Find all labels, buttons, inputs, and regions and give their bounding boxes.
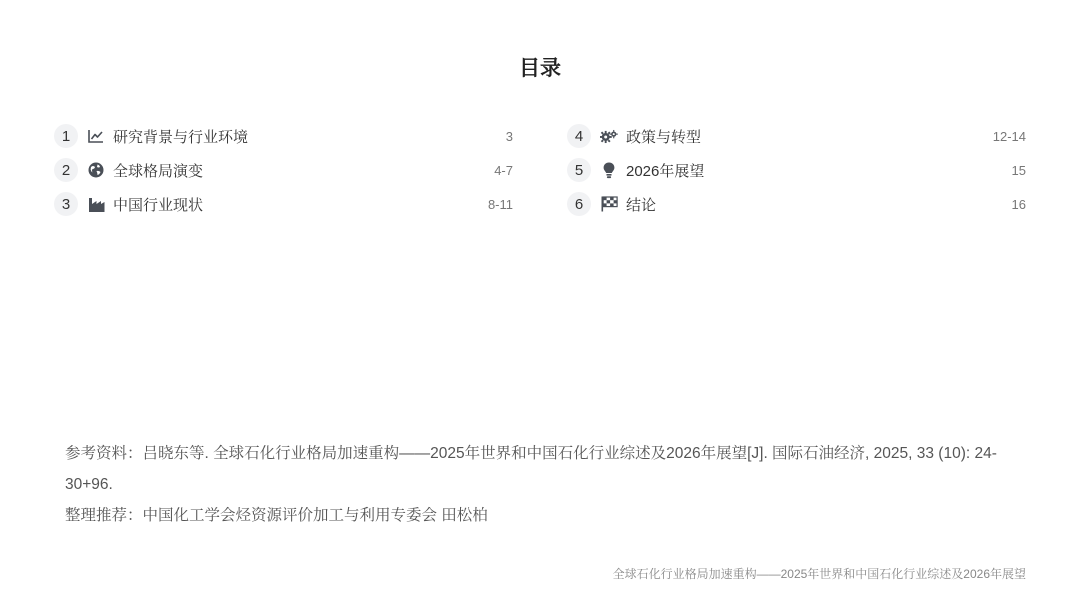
toc-label: 中国行业现状 — [113, 196, 204, 214]
toc-item-global[interactable] — [54, 158, 513, 182]
toc-page: 16 — [1011, 196, 1026, 212]
toc-number: 6 — [567, 192, 591, 216]
reference-recommender: 整理推荐：中国化工学会烃资源评价加工与利用专委会 田松柏 — [65, 507, 488, 524]
toc-page: 4-7 — [494, 162, 513, 178]
toc-label: 2026年展望 — [626, 162, 705, 180]
toc-page: 15 — [1011, 162, 1026, 178]
toc-number: 2 — [54, 158, 78, 182]
checkered-flag-icon — [600, 195, 618, 213]
toc-column-left — [54, 124, 513, 226]
factory-icon — [87, 195, 105, 213]
footer-title: 全球石化行业格局加速重构——2025年世界和中国石化行业综述及2026年展望 — [612, 567, 1026, 581]
toc-page: 8-11 — [487, 196, 513, 212]
toc-page: 12-14 — [992, 128, 1026, 144]
toc-item-outlook[interactable] — [567, 158, 1026, 182]
gears-icon — [600, 127, 618, 145]
page-title: 目录 — [519, 57, 561, 80]
toc-number: 1 — [54, 124, 78, 148]
reference-source: 参考资料：吕晓东等. 全球石化行业格局加速重构——2025年世界和中国石化行业综述及2026年展望[J]. 国际石油经济, 2025, 33 (10): 24-30+96. — [65, 445, 997, 493]
toc-label: 结论 — [626, 196, 657, 214]
line-chart-icon — [87, 127, 105, 145]
table-of-contents — [54, 124, 1026, 226]
toc-item-background[interactable] — [54, 124, 513, 148]
toc-label: 政策与转型 — [626, 128, 702, 146]
references-block — [65, 438, 1015, 531]
toc-page: 3 — [505, 128, 513, 144]
lightbulb-icon — [600, 161, 618, 179]
toc-column-right — [567, 124, 1026, 226]
toc-item-conclusion[interactable] — [567, 192, 1026, 216]
toc-label: 全球格局演变 — [113, 162, 204, 180]
globe-icon — [87, 161, 105, 179]
toc-number: 3 — [54, 192, 78, 216]
toc-item-china[interactable] — [54, 192, 513, 216]
toc-number: 4 — [567, 124, 591, 148]
toc-item-policy[interactable] — [567, 124, 1026, 148]
toc-number: 5 — [567, 158, 591, 182]
toc-label: 研究背景与行业环境 — [113, 128, 249, 146]
